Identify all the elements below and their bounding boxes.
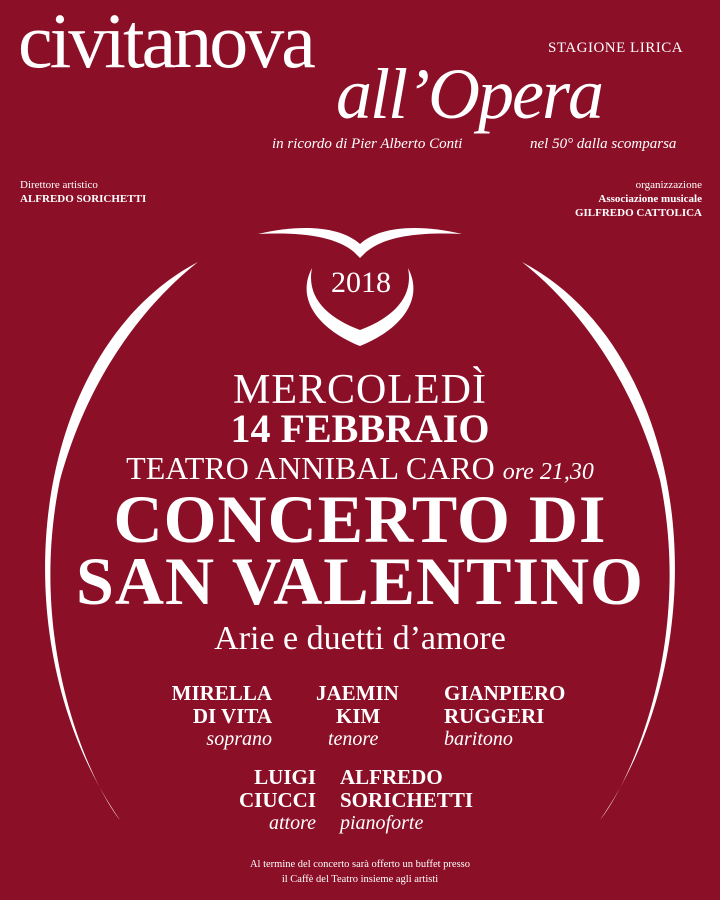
artist-alfredo xyxy=(340,766,473,834)
footer-note xyxy=(0,857,720,887)
artist-role: tenore xyxy=(328,728,379,750)
bird-icon xyxy=(258,228,462,258)
artistic-director-name: ALFREDO SORICHETTI xyxy=(20,193,147,205)
organization-association: Associazione musicale xyxy=(598,193,702,205)
artist-role: soprano xyxy=(206,728,272,750)
artist-surname: SORICHETTI xyxy=(340,788,474,812)
artistic-director-label: Direttore artistico xyxy=(20,179,98,191)
concert-subtitle: Arie e duetti d’amore xyxy=(214,620,506,657)
artist-jaemin xyxy=(310,682,410,750)
event-year: 2018 xyxy=(331,266,391,299)
artist-surname: DI VITA xyxy=(192,704,272,728)
organization-label: organizzazione xyxy=(635,179,702,191)
artist-role: attore xyxy=(268,812,316,834)
logo-all-opera: all’Opera xyxy=(336,54,602,134)
artist-name: MIRELLA xyxy=(171,681,272,705)
event-venue: TEATRO ANNIBAL CARO xyxy=(126,450,495,486)
artist-surname: KIM xyxy=(336,704,381,728)
organization-name: GILFREDO CATTOLICA xyxy=(574,207,702,219)
concert-title-line1: CONCERTO DI xyxy=(113,481,607,557)
footer-line1: Al termine del concerto sarà offerto un buffet presso xyxy=(249,859,471,870)
event-date: 14 FEBBRAIO xyxy=(230,406,490,451)
season-label: STAGIONE LIRICA xyxy=(548,40,684,56)
artist-surname: RUGGERI xyxy=(444,704,545,728)
artist-luigi xyxy=(239,766,316,834)
artist-role: baritono xyxy=(444,728,513,750)
artist-gianpiero xyxy=(444,682,565,750)
event-time: ore 21,30 xyxy=(502,459,594,485)
anniversary-text: nel 50° dalla scomparsa xyxy=(530,136,677,152)
logo-civitanova: civitanova xyxy=(18,0,313,84)
artist-name: LUIGI xyxy=(254,765,316,789)
footer-line2: il Caffè del Teatro insieme agli artisti xyxy=(281,874,439,885)
memorial-text: in ricordo di Pier Alberto Conti xyxy=(272,136,463,152)
artist-mirella xyxy=(172,682,272,750)
event-weekday: MERCOLEDÌ xyxy=(233,367,487,413)
artist-name: GIANPIERO xyxy=(444,681,566,705)
artist-name: JAEMIN xyxy=(316,681,399,705)
artist-role: pianoforte xyxy=(340,812,424,834)
artist-name: ALFREDO xyxy=(340,765,443,789)
artist-surname: CIUCCI xyxy=(238,788,316,812)
concert-title-line2: SAN VALENTINO xyxy=(76,543,644,619)
